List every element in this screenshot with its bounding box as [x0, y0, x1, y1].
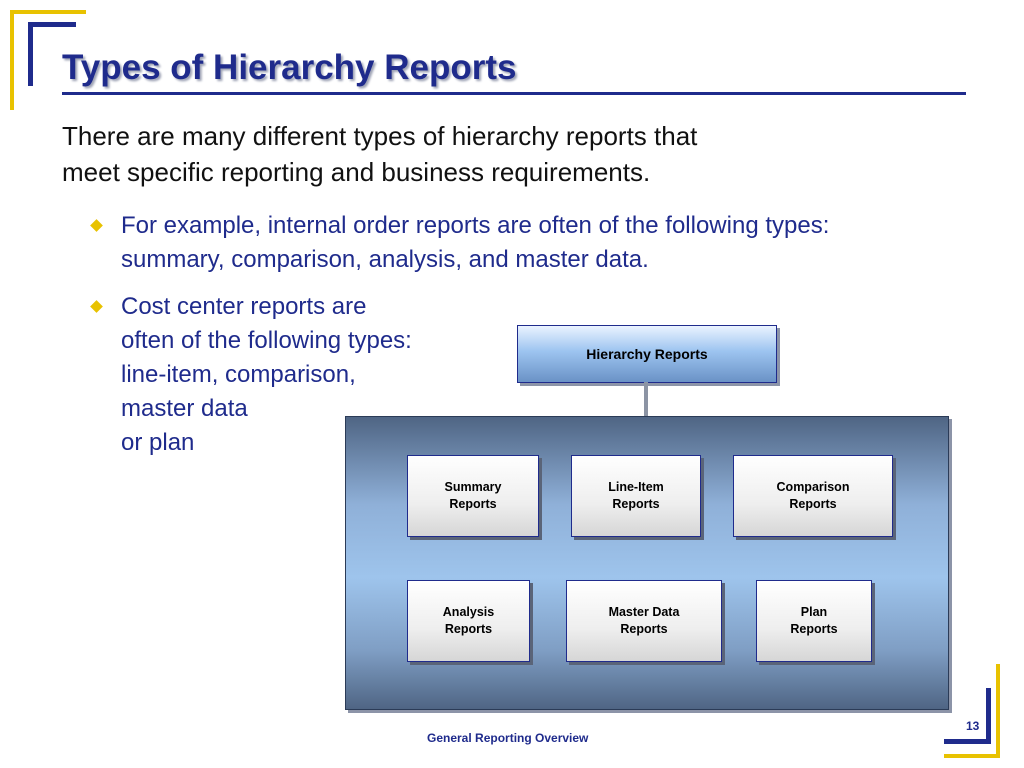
bullet-text: For example, internal order reports are often of the following types: summary, comparison, analysis, and master data.: [121, 212, 830, 273]
title-underline: [62, 92, 966, 95]
bullet-text: Cost center reports are often of the following types: line-item, comparison, master data or plan: [121, 293, 412, 456]
frame-corner-top-left-blue-horizontal: [28, 22, 76, 27]
hierarchy-root-box: Hierarchy Reports: [517, 325, 777, 383]
report-box-analysis: Analysis Reports: [407, 580, 530, 662]
frame-corner-top-left-blue: [28, 22, 33, 86]
frame-corner-bottom-right-gold-horizontal: [944, 754, 1000, 758]
intro-text: There are many different types of hierarchy reports that meet specific reporting and business requirements.: [62, 121, 698, 187]
slide-title: Types of Hierarchy Reports: [62, 48, 517, 87]
report-box-plan: Plan Reports: [756, 580, 872, 662]
frame-corner-bottom-right-gold: [996, 664, 1000, 758]
page-number: 13: [966, 719, 980, 733]
frame-corner-top-left-gold-horizontal: [10, 10, 86, 14]
report-box-master-data: Master Data Reports: [566, 580, 722, 662]
report-box-summary: Summary Reports: [407, 455, 539, 537]
frame-corner-top-left-gold: [10, 10, 14, 110]
report-box-comparison: Comparison Reports: [733, 455, 893, 537]
hierarchy-connector: [644, 382, 648, 418]
bullet-item: [92, 209, 892, 277]
report-box-line-item: Line-Item Reports: [571, 455, 701, 537]
frame-corner-bottom-right-blue-horizontal: [944, 739, 991, 744]
footer-text: General Reporting Overview: [427, 731, 589, 745]
frame-corner-bottom-right-blue: [986, 688, 991, 744]
